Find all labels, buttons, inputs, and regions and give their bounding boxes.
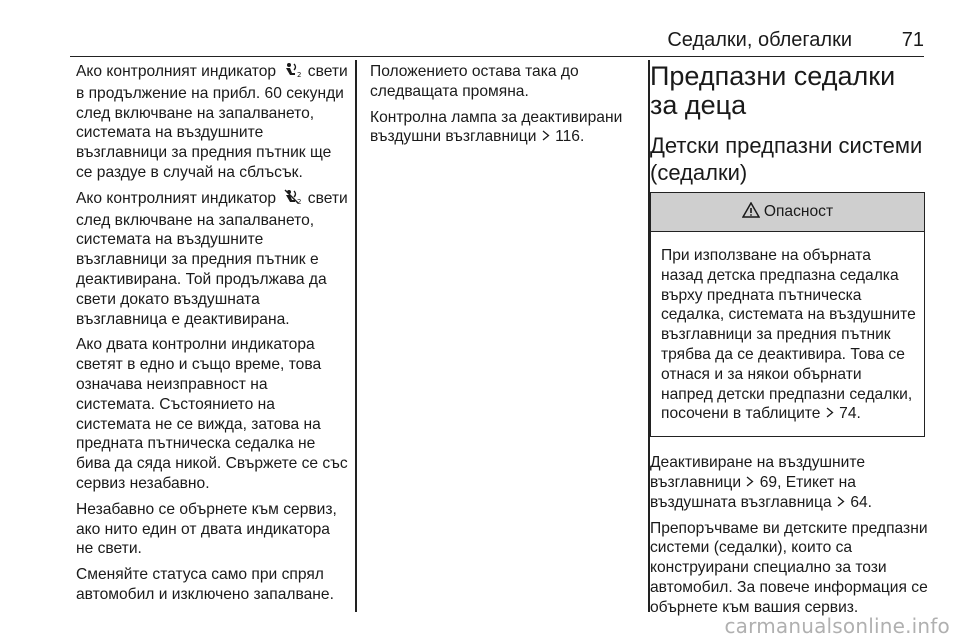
paragraph-service: Незабавно се обърнете към сервиз, ако нито един от двата индикатора не свети. <box>76 500 337 558</box>
warning-title: Опасност <box>763 203 834 220</box>
warning-box <box>650 192 925 437</box>
paragraph-airbag-off: Ако контролният индикатор 2 свети след включване на запалването, системата на въздушните възглавници за предния пътник е деактивирана. Той продължава да свети докато въздушната възглавница е деактивирана. <box>76 189 348 328</box>
warning-header <box>651 193 924 232</box>
column-divider-1 <box>355 60 357 612</box>
svg-text:2: 2 <box>297 71 302 78</box>
warning-triangle-icon <box>742 195 760 233</box>
svg-text:2: 2 <box>297 197 302 205</box>
paragraph-airbag-on: Ако контролният индикатор 2 свети в продължение на прибл. 60 секунди след включване на запалването, системата на въздушните възглавници за предния пътник ще се раздуе в случай на сблъсък. <box>76 63 348 181</box>
paragraph-change-status: Сменяйте статуса само при спрял автомобил и изключено запалване. <box>76 566 334 603</box>
paragraph-deactivation-ref: Деактивиране на въздушните възглавници 69, Етикет на въздушната възглавница 64. <box>650 454 873 511</box>
page-reference-arrow-icon <box>837 493 845 513</box>
section-title: Седалки, облегалки <box>667 29 852 51</box>
page-header <box>70 0 924 57</box>
paragraph-position-remains: Положението остава така до следващата промяна. <box>370 63 579 100</box>
page-reference-link[interactable]: 74. <box>839 405 861 423</box>
column-2 <box>370 62 640 153</box>
chapter-heading: Предпазни седалки за деца <box>650 61 896 120</box>
airbag-on-indicator-icon <box>283 62 303 84</box>
page-reference-link[interactable]: 64. <box>850 493 873 511</box>
airbag-off-indicator-icon <box>283 189 303 211</box>
page-reference-arrow-icon <box>542 127 550 147</box>
column-3 <box>650 62 930 624</box>
warning-body: При използване на обърната назад детска предпазна седалка върху предната пътническа седалка, системата на въздушните възглавници за предния пътник трябва да се деактивира. Това се отнася и за някои обърнати напред детски предпазни седалки, посочени в таблиците 74. <box>661 247 916 423</box>
page-reference-arrow-icon <box>746 473 754 493</box>
column-1 <box>76 62 348 611</box>
page-number: 71 <box>901 29 924 51</box>
page-reference-link[interactable]: 116. <box>555 128 585 146</box>
paragraph-malfunction: Ако двата контролни индикатора светят в едно и също време, това означава неизправност на системата. Състоянието на системата не се вижда, затова на предната пътническа седалка не бива да сяда никой. Свържете се със сервиз незабавно. <box>76 336 348 492</box>
watermark: carmanualsonline.info <box>724 614 950 638</box>
paragraph-recommendation: Препоръчваме ви детските предпазни системи (седалки), които са конструирани специално за този автомобил. За повече информация се обърнете към вашия сервиз. <box>650 519 928 616</box>
section-heading: Детски предпазни системи (седалки) <box>650 133 923 185</box>
paragraph-control-lamp: Контролна лампа за деактивирани въздушни възглавници 116. <box>370 108 623 146</box>
page-reference-arrow-icon <box>826 404 834 424</box>
page-reference-link[interactable]: 69, Етикет на въздушната възглавница <box>650 473 856 511</box>
